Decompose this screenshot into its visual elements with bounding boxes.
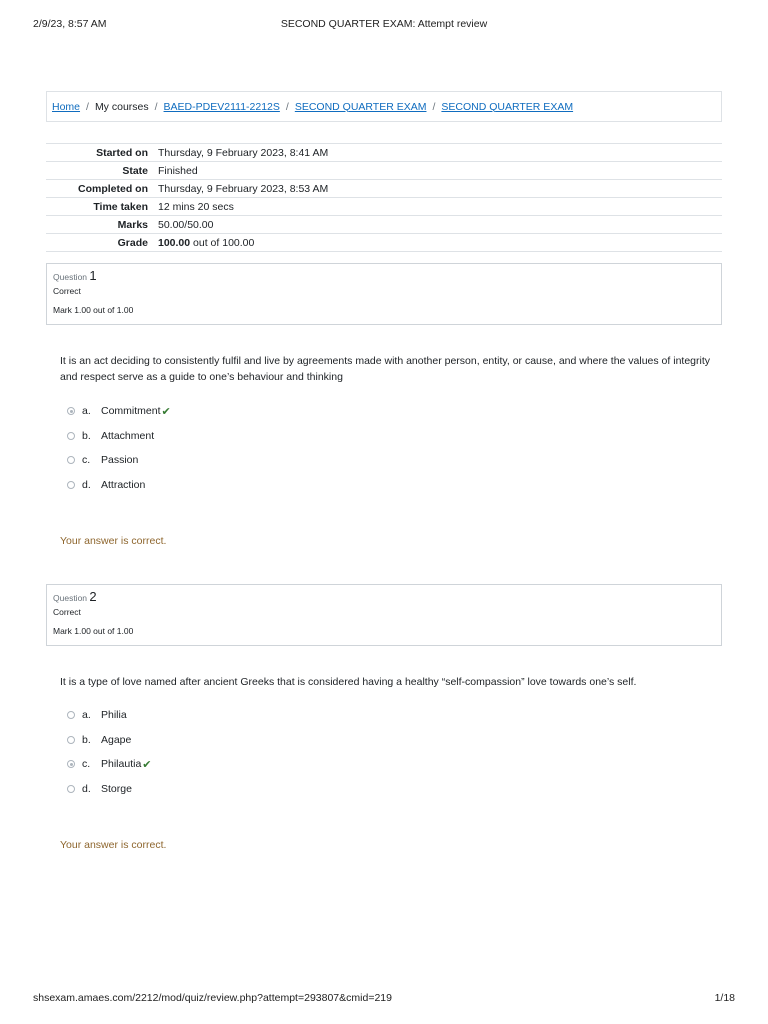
print-date: 2/9/23, 8:57 AM — [33, 18, 107, 30]
answer-text: Philia — [101, 709, 127, 722]
question-2-info — [46, 584, 722, 646]
started-on-label: Started on — [96, 146, 148, 159]
breadcrumb-course-link[interactable]: BAED-PDEV2111-2212S — [163, 100, 280, 113]
answer-letter: d. — [82, 478, 91, 491]
answer-option[interactable] — [67, 424, 171, 449]
summary-row-started — [46, 144, 722, 162]
print-title: SECOND QUARTER EXAM: Attempt review — [280, 18, 488, 30]
radio-icon[interactable] — [67, 481, 75, 489]
summary-row-grade — [46, 234, 722, 252]
radio-icon[interactable] — [67, 456, 75, 464]
answer-letter: b. — [82, 429, 91, 442]
breadcrumb-separator: / — [86, 100, 89, 113]
grade-value-cell — [156, 234, 722, 252]
summary-row-time — [46, 198, 722, 216]
print-footer — [33, 992, 735, 1006]
marks-value: 50.00/50.00 — [158, 218, 214, 231]
grade-suffix: out of 100.00 — [193, 236, 255, 249]
radio-icon[interactable] — [67, 736, 75, 744]
breadcrumb-separator: / — [285, 100, 289, 113]
question-2-feedback: Your answer is correct. — [60, 839, 167, 851]
grade-label: Grade — [117, 236, 148, 249]
answer-letter: a. — [82, 405, 91, 418]
state-value: Finished — [158, 164, 198, 177]
question-mark: Mark 1.00 out of 1.00 — [53, 626, 134, 636]
summary-row-completed — [46, 180, 722, 198]
state-label: State — [122, 164, 148, 177]
answer-option[interactable] — [67, 399, 171, 424]
question-label: Question — [53, 272, 88, 282]
breadcrumb-separator: / — [154, 100, 158, 113]
answer-text: Passion — [101, 454, 139, 467]
print-header — [33, 18, 735, 32]
answer-option[interactable] — [67, 752, 152, 777]
question-number — [53, 589, 715, 604]
answer-text: Attachment — [101, 429, 155, 442]
question-number-value: 2 — [89, 589, 97, 604]
answer-text: Agape — [101, 733, 132, 746]
question-number-value: 1 — [89, 268, 97, 283]
question-state: Correct — [53, 607, 81, 617]
question-1-feedback: Your answer is correct. — [60, 535, 167, 547]
answer-option[interactable] — [67, 703, 152, 728]
grade-value: 100.00 — [158, 236, 191, 249]
answer-letter: b. — [82, 733, 91, 746]
radio-selected-icon[interactable] — [67, 407, 75, 415]
completed-on-label: Completed on — [78, 182, 148, 195]
radio-icon[interactable] — [67, 711, 75, 719]
print-page-number: 1/18 — [714, 992, 735, 1004]
breadcrumb-separator: / — [432, 100, 436, 113]
answer-letter: a. — [82, 709, 91, 722]
question-1-answers — [67, 399, 171, 497]
answer-text: Commitment — [101, 405, 161, 418]
started-on-value: Thursday, 9 February 2023, 8:41 AM — [158, 146, 329, 159]
completed-on-value: Thursday, 9 February 2023, 8:53 AM — [158, 182, 329, 195]
breadcrumb — [46, 91, 722, 122]
radio-icon[interactable] — [67, 432, 75, 440]
answer-option[interactable] — [67, 473, 171, 498]
radio-selected-icon[interactable] — [67, 760, 75, 768]
breadcrumb-home-link[interactable]: Home — [52, 100, 81, 113]
question-label: Question — [53, 593, 88, 603]
answer-option[interactable] — [67, 728, 152, 753]
time-taken-label: Time taken — [93, 200, 148, 213]
answer-option[interactable] — [67, 448, 171, 473]
question-mark: Mark 1.00 out of 1.00 — [53, 305, 134, 315]
answer-text: Attraction — [101, 478, 146, 491]
answer-letter: d. — [82, 782, 91, 795]
breadcrumb-my-courses: My courses — [94, 100, 149, 113]
correct-check-icon: ✔ — [142, 758, 152, 771]
answer-text: Philautia — [101, 758, 142, 771]
correct-check-icon: ✔ — [161, 405, 171, 418]
answer-text: Storge — [101, 782, 132, 795]
marks-label: Marks — [117, 218, 148, 231]
breadcrumb-section-link[interactable]: SECOND QUARTER EXAM — [294, 100, 427, 113]
question-2-text: It is a type of love named after ancient Greeks that is considered having a healthy “self-compassion” love towards one’s self. — [60, 676, 637, 688]
time-taken-value: 12 mins 20 secs — [158, 200, 234, 213]
question-number — [53, 268, 715, 283]
question-2-answers — [67, 703, 152, 801]
breadcrumb-quiz-link[interactable]: SECOND QUARTER EXAM — [441, 100, 574, 113]
summary-row-state — [46, 162, 722, 180]
question-1-text: It is an act deciding to consistently fulfil and live by agreements made with another person, entity, or cause, and where the values of integrity and respect serve as a guide to one’s behaviour and thinking — [60, 355, 710, 383]
question-state: Correct — [53, 286, 81, 296]
attempt-summary-table — [46, 143, 722, 252]
answer-option[interactable] — [67, 777, 152, 802]
print-url: shsexam.amaes.com/2212/mod/quiz/review.php?attempt=293807&cmid=219 — [33, 992, 392, 1004]
summary-row-marks — [46, 216, 722, 234]
answer-letter: c. — [82, 758, 91, 771]
question-1-info — [46, 263, 722, 325]
answer-letter: c. — [82, 454, 91, 467]
radio-icon[interactable] — [67, 785, 75, 793]
